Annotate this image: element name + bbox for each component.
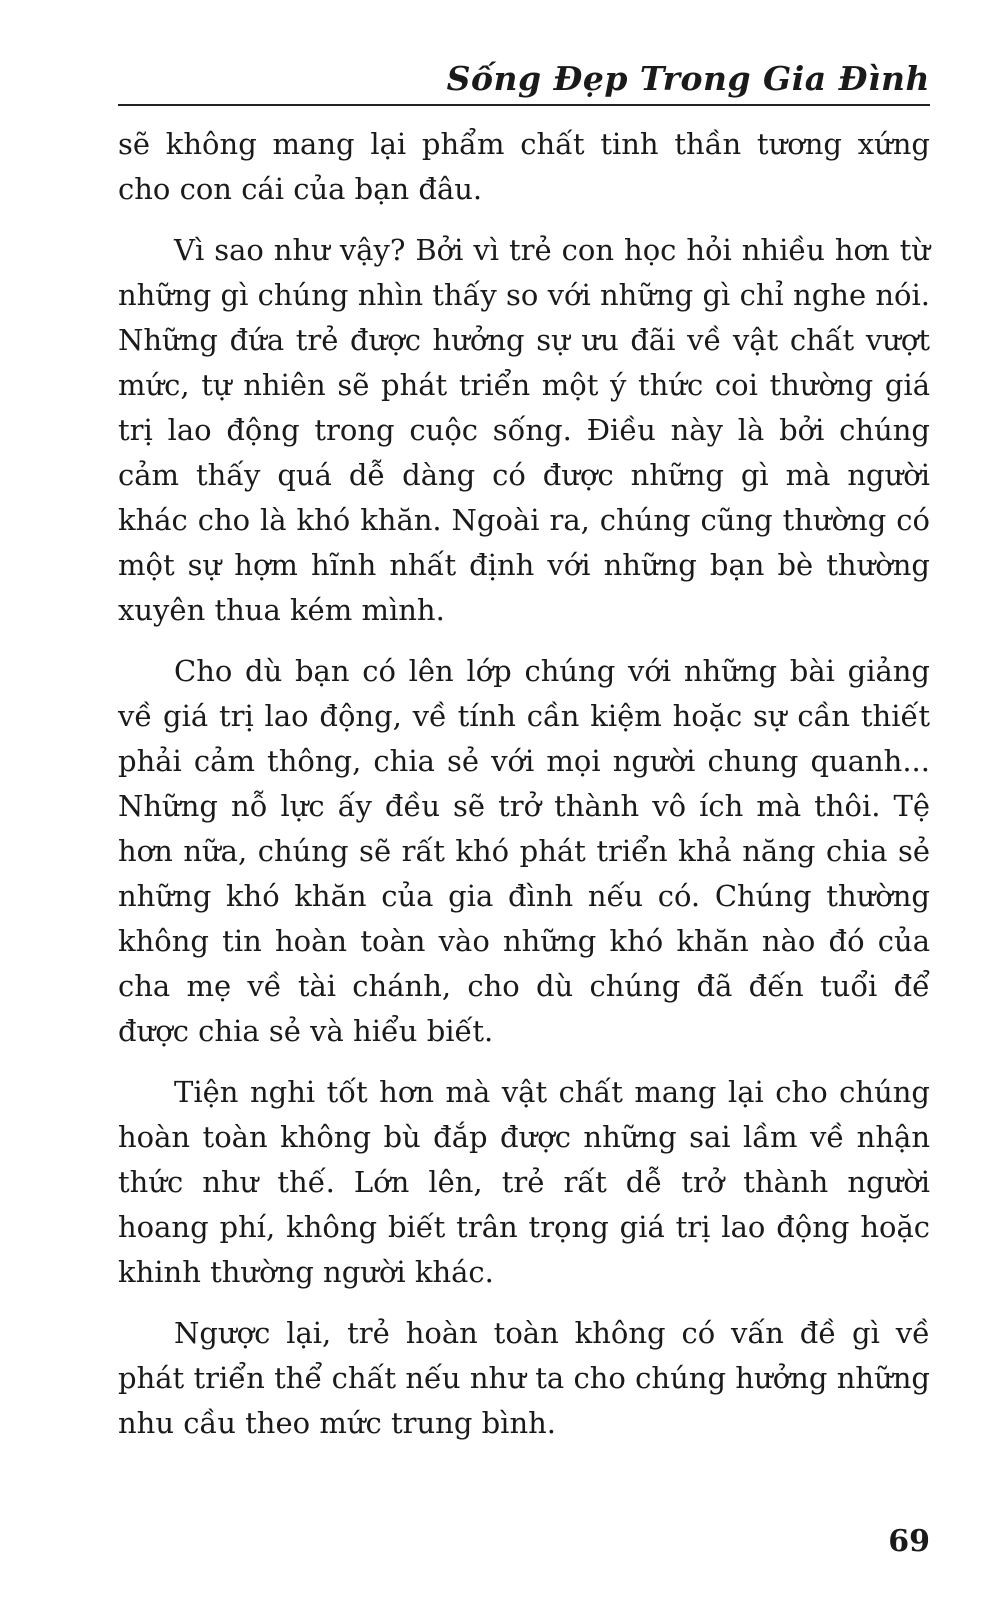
- page-number: 69: [888, 1524, 930, 1559]
- running-title: Sống Đẹp Trong Gia Đình: [446, 59, 930, 98]
- paragraph-4: Tiện nghi tốt hơn mà vật chất mang lại cho chúng hoàn toàn không bù đắp được những sai lầm về nhận thức như thế. Lớn lên, trẻ rất dễ trở thành người hoang phí, không biết trân trọng giá trị lao động hoặc khinh thường người khác.: [118, 1075, 930, 1289]
- paragraph-2: Vì sao như vậy? Bởi vì trẻ con học hỏi nhiều hơn từ những gì chúng nhìn thấy so với những gì chỉ nghe nói. Những đứa trẻ được hưởng sự ưu đãi về vật chất vượt mức, tự nhiên sẽ phát triển một ý thức coi thường giá trị lao động trong cuộc sống. Điều này là bởi chúng cảm thấy quá dễ dàng có được những gì mà người khác cho là khó khăn. Ngoài ra, chúng cũng thường có một sự hợm hĩnh nhất định với những bạn bè thường xuyên thua kém mình.: [118, 233, 930, 627]
- paragraph-3: Cho dù bạn có lên lớp chúng với những bài giảng về giá trị lao động, về tính cần kiệm hoặc sự cần thiết phải cảm thông, chia sẻ với mọi người chung quanh... Những nỗ lực ấy đều sẽ trở thành vô ích mà thôi. Tệ hơn nữa, chúng sẽ rất khó phát triển khả năng chia sẻ những khó khăn của gia đình nếu có. Chúng thường không tin hoàn toàn vào những khó khăn nào đó của cha mẹ về tài chánh, cho dù chúng đã đến tuổi để được chia sẻ và hiểu biết.: [118, 654, 930, 1048]
- running-header: [118, 48, 930, 106]
- paragraph-1: sẽ không mang lại phẩm chất tinh thần tương xứng cho con cái của bạn đâu.: [118, 127, 930, 206]
- paragraph-5: Ngược lại, trẻ hoàn toàn không có vấn đề gì về phát triển thể chất nếu như ta cho chúng hưởng những nhu cầu theo mức trung bình.: [118, 1316, 930, 1440]
- body-text: [118, 122, 930, 1462]
